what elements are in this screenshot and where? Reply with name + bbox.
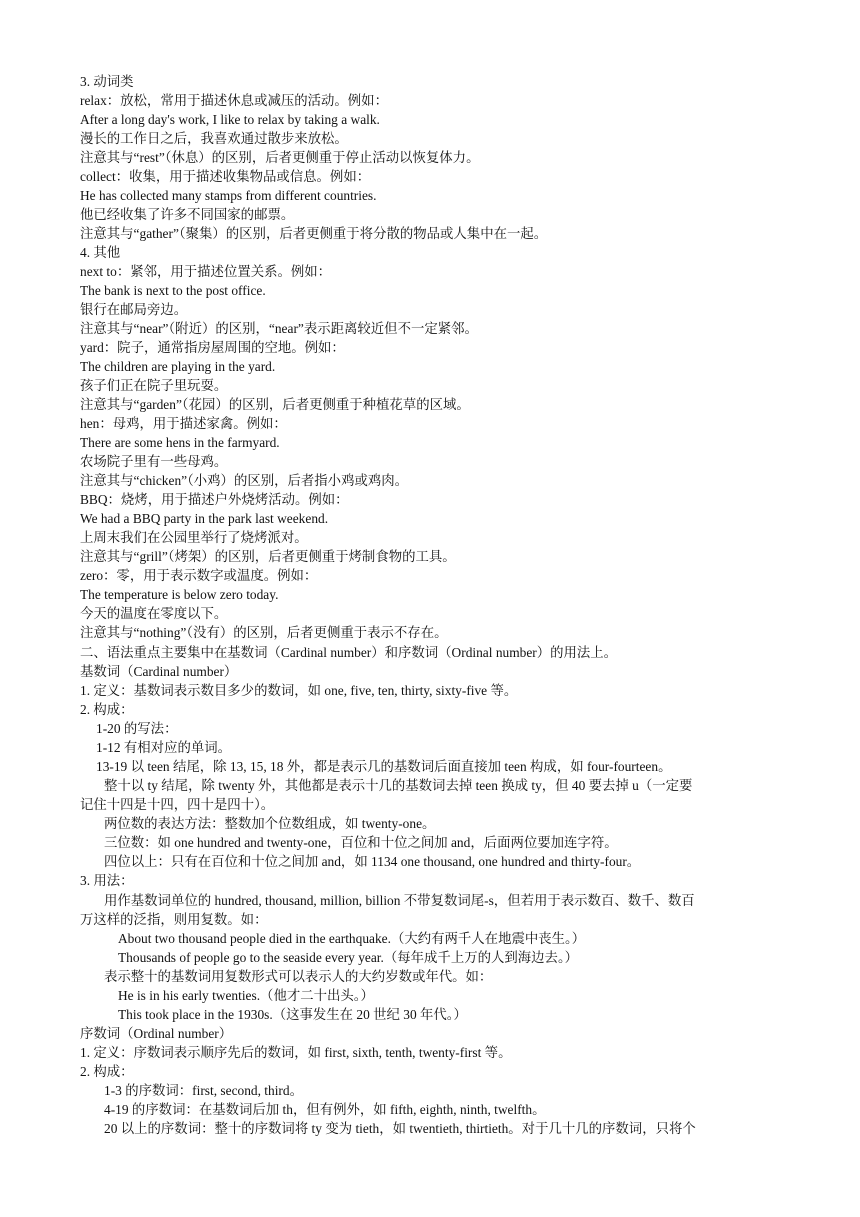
paragraph-continuation: 万这样的泛指，则用复数。如： [80,912,268,927]
usage-note: 注意其与“gather”（聚集）的区别，后者更侧重于将分散的物品或人集中在一起。 [80,226,548,241]
example-sentence: This took place in the 1930s.（这事发生在 20 世纪 30 年代。） [118,1007,467,1022]
example-translation: 他已经收集了许多不同国家的邮票。 [80,207,295,222]
example-sentence: We had a BBQ party in the park last weekend. [80,511,329,526]
section-heading: 4. 其他 [80,245,121,260]
list-item: 1-12 有相对应的单词。 [96,740,232,755]
usage-note: 注意其与“near”（附近）的区别，“near”表示距离较近但不一定紧邻。 [80,321,478,336]
usage-note: 注意其与“rest”（休息）的区别，后者更侧重于停止活动以恢复体力。 [80,150,480,165]
example-sentence: About two thousand people died in the earthquake.（大约有两千人在地震中丧生。） [118,931,586,946]
list-heading: 2. 构成： [80,1064,134,1079]
usage-note: 注意其与“grill”（烤架）的区别，后者更侧重于烤制食物的工具。 [80,549,456,564]
list-item: 1-3 的序数词：first, second, third。 [104,1083,303,1098]
list-item-continuation: 记住十四是十四，四十是四十）。 [80,797,275,812]
vocab-entry: BBQ：烧烤，用于描述户外烧烤活动。例如： [80,492,349,507]
vocab-entry: next to：紧邻，用于描述位置关系。例如： [80,264,332,279]
list-item: 1-20 的写法： [96,721,178,736]
example-sentence: He is in his early twenties.（他才二十出头。） [118,988,374,1003]
example-sentence: The children are playing in the yard. [80,359,276,374]
list-item: 20 以上的序数词：整十的序数词将 ty 变为 tieth，如 twentieth, thirtieth。对于几十几的序数词，只将个 [104,1121,696,1136]
definition-item: 1. 定义：基数词表示数目多少的数词，如 one, five, ten, thirty, sixty-five 等。 [80,683,518,698]
paragraph: 表示整十的基数词用复数形式可以表示人的大约岁数或年代。如： [104,969,493,984]
list-item: 两位数的表达方法：整数加个位数组成，如 twenty-one。 [104,816,436,831]
subsection-heading: 序数词（Ordinal number） [80,1026,233,1041]
example-sentence: There are some hens in the farmyard. [80,435,280,450]
list-item: 整十以 ty 结尾，除 twenty 外，其他都是表示十几的基数词去掉 teen 换成 ty，但 40 要去掉 u（一定要 [104,778,693,793]
example-translation: 农场院子里有一些母鸡。 [80,454,228,469]
section-heading: 二、语法重点主要集中在基数词（Cardinal number）和序数词（Ordinal number）的用法上。 [80,645,618,660]
example-translation: 孩子们正在院子里玩耍。 [80,378,228,393]
vocab-entry: zero：零，用于表示数字或温度。例如： [80,568,318,583]
example-translation: 上周末我们在公园里举行了烧烤派对。 [80,530,308,545]
list-item: 4-19 的序数词：在基数词后加 th，但有例外，如 fifth, eighth, ninth, twelfth。 [104,1102,546,1117]
example-translation: 今天的温度在零度以下。 [80,606,228,621]
vocab-entry: hen：母鸡，用于描述家禽。例如： [80,416,287,431]
vocab-entry: collect：收集，用于描述收集物品或信息。例如： [80,169,371,184]
definition-item: 1. 定义：序数词表示顺序先后的数词，如 first, sixth, tenth, twenty-first 等。 [80,1045,512,1060]
example-sentence: The temperature is below zero today. [80,587,279,602]
example-sentence: Thousands of people go to the seaside every year.（每年成千上万的人到海边去。） [118,950,579,965]
example-translation: 漫长的工作日之后，我喜欢通过散步来放松。 [80,131,348,146]
list-item: 13-19 以 teen 结尾，除 13, 15, 18 外，都是表示几的基数词后面直接加 teen 构成，如 four-fourteen。 [96,759,672,774]
list-heading: 2. 构成： [80,702,134,717]
paragraph: 用作基数词单位的 hundred, thousand, million, billion 不带复数词尾-s，但若用于表示数百、数千、数百 [104,893,695,908]
vocab-entry: relax：放松，常用于描述休息或减压的活动。例如： [80,93,388,108]
vocab-entry: yard：院子，通常指房屋周围的空地。例如： [80,340,345,355]
section-heading: 3. 动词类 [80,74,134,89]
example-translation: 银行在邮局旁边。 [80,302,188,317]
list-heading: 3. 用法： [80,873,134,888]
example-sentence: After a long day's work, I like to relax by taking a walk. [80,112,380,127]
usage-note: 注意其与“garden”（花园）的区别，后者更侧重于种植花草的区域。 [80,397,470,412]
usage-note: 注意其与“chicken”（小鸡）的区别，后者指小鸡或鸡肉。 [80,473,409,488]
list-item: 三位数：如 one hundred and twenty-one，百位和十位之间加 and，后面两位要加连字符。 [104,835,618,850]
list-item: 四位以上：只有在百位和十位之间加 and，如 1134 one thousand, one hundred and thirty-four。 [104,854,641,869]
usage-note: 注意其与“nothing”（没有）的区别，后者更侧重于表示不存在。 [80,625,448,640]
example-sentence: The bank is next to the post office. [80,283,266,298]
subsection-heading: 基数词（Cardinal number） [80,664,238,679]
example-sentence: He has collected many stamps from different countries. [80,188,377,203]
